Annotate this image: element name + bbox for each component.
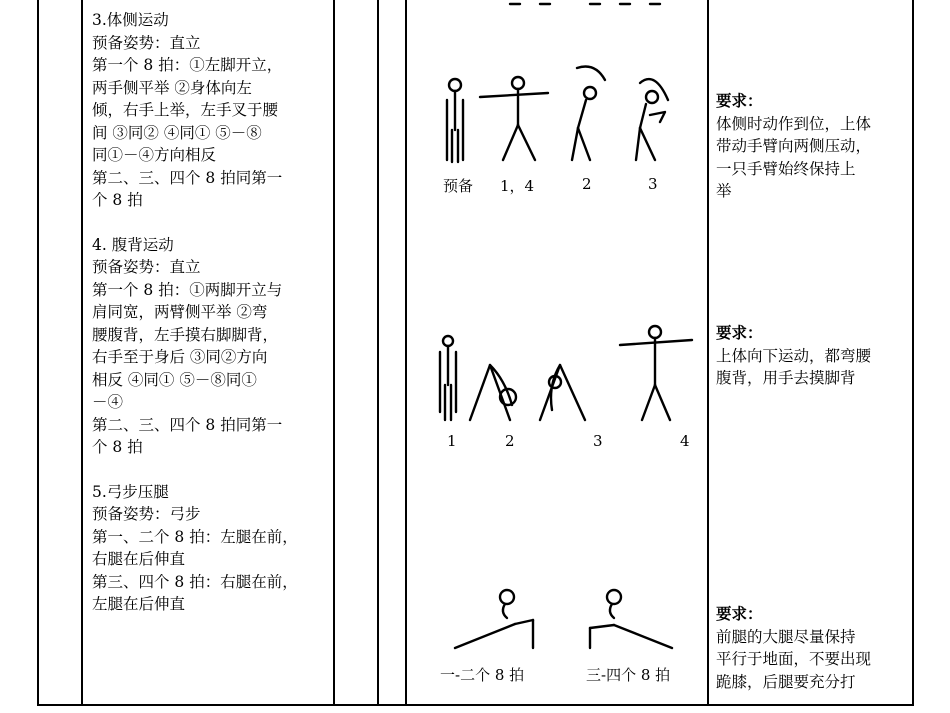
exercise-title: 4. 腹背运动 [92,235,174,254]
exercise-line: 相反 ④同① ⑤－⑧同① [92,370,257,389]
figure-caption: 2 [505,432,515,450]
exercise-line: 个 8 拍 [92,438,143,456]
figure-caption: 三-四个 8 拍 [586,666,671,684]
requirement-line: 跪膝，后腿要充分打 [716,672,856,691]
exercise-line: 右手至于身后 ③同②方向 [92,348,268,366]
requirement-exercise-5 [716,603,871,693]
exercise-line: 右腿在后伸直 [92,550,186,568]
requirement-line: 一只手臂始终保持上 [716,159,856,178]
requirement-title: 要求： [716,323,763,342]
figure-caption: 预备 [443,177,474,195]
exercise-line: 第二、三、四个 8 拍同第一 [92,415,283,434]
exercise-line: 第一个 8 拍：①左脚开立， [92,56,283,74]
exercise-line: 左腿在后伸直 [92,595,186,613]
requirement-exercise-3 [716,90,871,203]
exercise-line: 两手侧平举 ②身体向左 [92,78,252,97]
exercise-line: 第一个 8 拍：①两脚开立与 [92,280,283,299]
figure-caption: 4 [680,432,690,450]
figure-caption: 1，4 [500,177,535,195]
exercise-line: 倾，右手上举，左手叉于腰 [92,101,279,119]
exercise-line: 第一、二个 8 拍：左腿在前， [92,527,298,546]
exercise-line: 第二、三、四个 8 拍同第一 [92,168,283,187]
requirement-exercise-4 [716,322,871,390]
figure-caption: 3 [593,432,603,450]
figure-caption: 1 [447,432,457,450]
figure-caption: 3 [648,175,658,193]
requirement-line: 带动手臂向两侧压动， [716,137,872,155]
exercise-line: 腰腹背，左手摸右脚脚背， [92,325,279,344]
requirement-line: 平行于地面，不要出现 [716,650,872,668]
requirement-line: 体侧时动作到位，上体 [716,114,872,133]
exercise-title: 3.体侧运动 [92,11,169,29]
requirement-line: 上体向下运动，都弯腰 [716,346,872,365]
exercise-line: 个 8 拍 [92,191,143,209]
exercise-line: 同①－④方向相反 [92,146,217,164]
exercise-line: 第三、四个 8 拍：右腿在前， [92,572,298,591]
figure-caption: 2 [582,175,592,193]
exercise-line: 预备姿势：弓步 [92,505,201,523]
requirement-line: 腹背，用手去摸脚背 [716,369,856,387]
exercise-line: 预备姿势：直立 [92,33,201,52]
figure-caption: 一-二个 8 拍 [440,666,525,684]
exercise-line: 预备姿势：直立 [92,258,201,276]
exercise-line: 肩同宽，两臂侧平举 ②弯 [92,303,268,321]
exercise-line: 间 ③同② ④同① ⑤－⑧ [92,123,262,142]
requirement-title: 要求： [716,91,763,110]
exercise-title: 5.弓步压腿 [92,482,169,501]
requirement-line: 举 [716,182,732,200]
requirement-title: 要求： [716,604,763,623]
exercise-line: －④ [92,393,124,411]
requirement-line: 前腿的大腿尽量保持 [716,627,856,646]
